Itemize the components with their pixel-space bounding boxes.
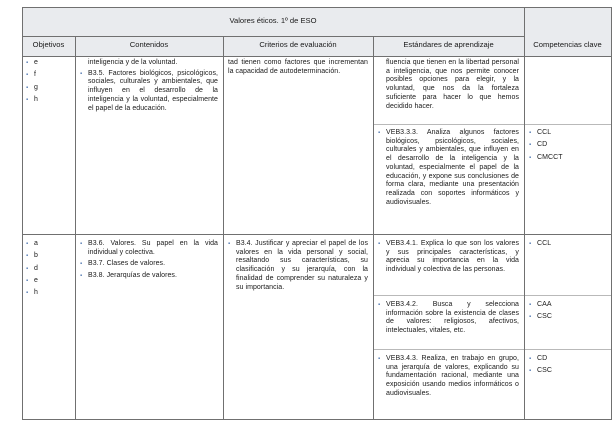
list-item: ▪ h [26, 96, 72, 105]
contenidos-cell-2 [80, 240, 218, 284]
header-objetivos: Objetivos [32, 40, 65, 49]
list-item: ▪ CD [529, 141, 609, 150]
contenido-continuation: inteligencia y de la voluntad. [88, 59, 178, 66]
list-item: ▪ VEB3.4.3. Realiza, en trabajo en grupo, una jerarquía de valores, explicando su fundamentación racional, mediante una exposición usando medios informáticos o audiovisuales. [378, 355, 519, 399]
list-item: ▪ VEB3.3.3. Analiza algunos factores biológicos, psicológicos, sociales, culturales y ambientales, que influyen en el desarrollo de la inteligencia y la voluntad, especialmente el papel de la educación, y expone sus conclusiones de forma clara, mediante una presentación realizada con soportes informáticos y audiovisuales. [378, 129, 519, 207]
objetivos-list-1 [26, 59, 72, 108]
list-item: ▪ CCL [529, 129, 609, 138]
list-item: ▪ CD [529, 355, 609, 364]
header-competencias: Competencias clave [533, 40, 602, 49]
list-item: ▪ e [26, 277, 72, 286]
header-contenidos: Contenidos [129, 40, 169, 49]
estandar-cell-1b [378, 129, 519, 210]
competencias-list-2a [529, 240, 609, 252]
table-title: Valores éticos. 1º de ESO [229, 16, 317, 25]
objetivos-list-2 [26, 240, 72, 301]
header-estandares: Estándares de aprendizaje [403, 40, 494, 49]
header-criterios: Criterios de evaluación [259, 40, 337, 49]
list-item: ▪ g [26, 84, 72, 93]
estandar-continuation-1: fluencia que tienen en la libertad personal a inteligencia, que nos permite conocer posibles opciones para elegir, y la voluntad, que nos da la fortaleza suficiente para hacer lo que hemos decidido hacer. [386, 59, 519, 110]
estandar-cell-2a [378, 240, 519, 278]
criterio-continuation: tad tienen como factores que incrementan la capacidad de autodeterminación. [228, 59, 368, 75]
estandar-cell-2b [378, 301, 519, 339]
curriculum-table [22, 7, 612, 420]
list-item: ▪ b [26, 252, 72, 261]
contenidos-cell-1 [80, 59, 218, 116]
list-item: ▪ CAA [529, 301, 609, 310]
estandar-cell-2c [378, 355, 519, 402]
list-item: ▪ CMCCT [529, 154, 609, 163]
list-item: ▪ a [26, 240, 72, 249]
list-item: ▪ f [26, 71, 72, 80]
list-item: ▪ B3.7. Clases de valores. [80, 260, 218, 269]
list-item: ▪ e [26, 59, 72, 68]
criterios-cell-2 [228, 240, 368, 295]
competencias-list-2c [529, 355, 609, 380]
list-item: ▪ B3.8. Jerarquías de valores. [80, 272, 218, 281]
list-item: ▪ B3.4. Justificar y apreciar el papel de los valores en la vida personal y social, resaltando sus características, su clasificación y su jerarquía, con la finalidad de comprender su naturaleza y su importancia. [228, 240, 368, 292]
competencias-list-1 [529, 129, 609, 166]
list-item: ▪ B3.5. Factores biológicos, psicológicos, sociales, culturales y ambientales, que influyen en el desarrollo de la inteligencia y la voluntad, especialmente el papel de la educación. [80, 70, 218, 114]
list-item: ▪ CCL [529, 240, 609, 249]
list-item: ▪ B3.6. Valores. Su papel en la vida individual y colectiva. [80, 240, 218, 257]
list-item: ▪ h [26, 289, 72, 298]
list-item: ▪ VEB3.4.1. Explica lo que son los valores y sus principales características, y aprecia su importancia en la vida individual y colectiva de las personas. [378, 240, 519, 275]
list-item: ▪ CSC [529, 313, 609, 322]
list-item: ▪ VEB3.4.2. Busca y selecciona información sobre la existencia de clases de valores: religiosos, afectivos, intelectuales, vitales, etc. [378, 301, 519, 336]
competencias-list-2b [529, 301, 609, 326]
list-item: ▪ d [26, 265, 72, 274]
list-item: ▪ CSC [529, 367, 609, 376]
criterios-cell-1 [228, 59, 368, 76]
